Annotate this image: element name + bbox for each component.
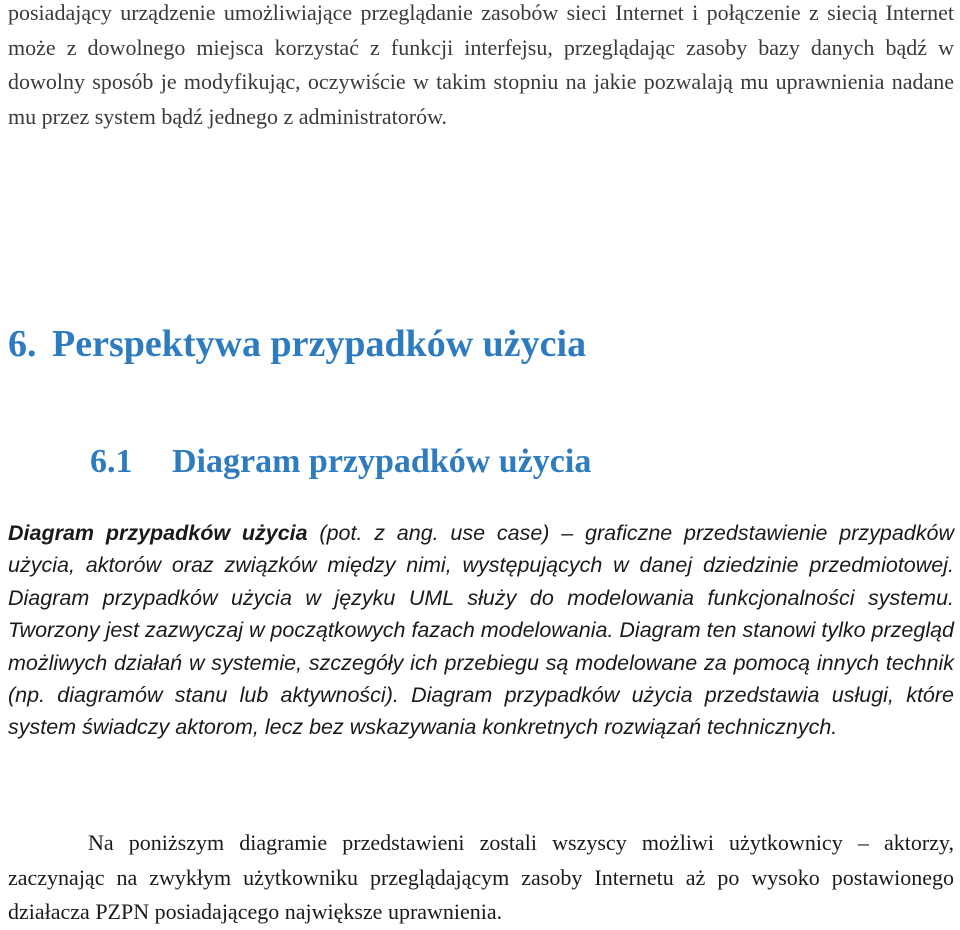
definition-paragraph [8,517,954,744]
section-title: Perspektywa przypadków użycia [52,323,587,365]
intro-paragraph: posiadający urządzenie umożliwiające przeglądanie zasobów sieci Internet i połączenie z siecią Internet może z dowolnego miejsca korzystać z funkcji interfejsu, przeglądając zasoby bazy danych bądź w dowolny sposób je modyfikując, oczywiście w takim stopniu na jakie pozwalają mu uprawnienia nadane mu przez system bądź jednego z administratorów. [8,0,954,129]
closing-paragraph: Na poniższym diagramie przedstawieni zostali wszyscy możliwi użytkownicy – aktorzy, zaczynając na zwykłym użytkowniku przeglądającym zasoby Internetu aż po wysoko postawionego działacza PZPN posiadającego największe uprawnienia. [8,830,954,924]
subsection-number: 6.1 [90,443,133,480]
subsection-heading [90,443,591,481]
definition-text: (pot. z ang. use case) – graficzne przedstawienie przypadków użycia, aktorów oraz związków między nimi, występujących w danej dziedzinie przedmiotowej. Diagram przypadków użycia w języku UML służy do modelowania funkcjonalności systemu. Tworzony jest zazwyczaj w początkowych fazach modelowania. Diagram ten stanowi tylko przegląd możliwych działań w systemie, szczegóły ich przebiegu są modelowane za pomocą innych technik (np. diagramów stanu lub aktywności). Diagram przypadków użycia przedstawia usługi, które system świadczy aktorom, lecz bez wskazywania konkretnych rozwiązań technicznych. [8,521,955,740]
section-heading [8,322,586,366]
section-number: 6. [8,323,37,365]
subsection-title: Diagram przypadków użycia [172,443,592,480]
definition-term: Diagram przypadków użycia [8,521,308,545]
